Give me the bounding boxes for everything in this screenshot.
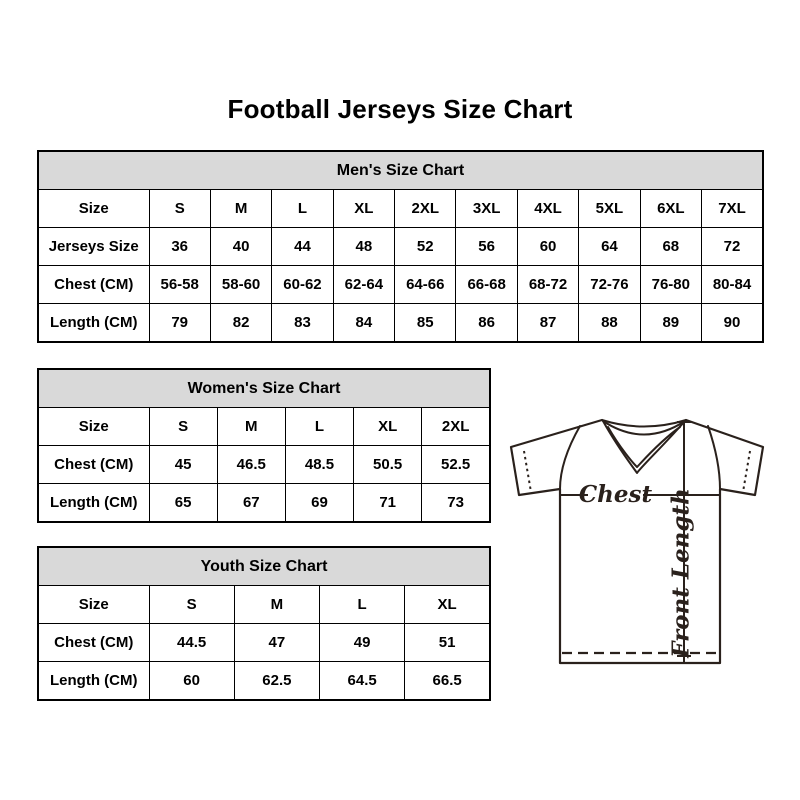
value-cell: 62-64 [333,266,394,304]
mens-size-chart-section [37,150,764,343]
value-cell: 47 [234,624,319,662]
value-cell: M [217,408,285,446]
row-label-cell: Chest (CM) [38,266,149,304]
value-cell: 65 [149,484,217,523]
value-cell: 82 [210,304,271,343]
value-cell: 58-60 [210,266,271,304]
table-row [38,586,490,624]
row-label-cell: Size [38,408,149,446]
value-cell: 66-68 [456,266,517,304]
value-cell: 2XL [395,190,456,228]
value-cell: 46.5 [217,446,285,484]
row-label-cell: Chest (CM) [38,624,149,662]
table-row [38,190,763,228]
womens-size-chart-section [37,368,491,523]
value-cell: 60 [517,228,578,266]
value-cell: 52 [395,228,456,266]
value-cell: 79 [149,304,210,343]
value-cell: 87 [517,304,578,343]
womens-size-table [37,368,491,523]
row-label-cell: Length (CM) [38,304,149,343]
youth-size-chart-section [37,546,491,701]
value-cell: M [234,586,319,624]
sleeve-stitch-right [743,451,750,492]
value-cell: 2XL [422,408,490,446]
row-label-cell: Length (CM) [38,662,149,701]
value-cell: 48.5 [285,446,353,484]
value-cell: 69 [285,484,353,523]
jersey-outline [511,420,763,663]
table-title-row [38,369,490,408]
table-row [38,266,763,304]
chest-label: Chest [578,481,653,508]
value-cell: 80-84 [702,266,763,304]
table-row [38,624,490,662]
value-cell: 44 [272,228,333,266]
armhole-seam-left [560,426,580,489]
value-cell: 44.5 [149,624,234,662]
table-title: Men's Size Chart [38,151,763,190]
value-cell: 72-76 [579,266,640,304]
front-length-label: Front Length [667,488,695,658]
value-cell: 85 [395,304,456,343]
value-cell: 68-72 [517,266,578,304]
value-cell: 5XL [579,190,640,228]
value-cell: 56 [456,228,517,266]
value-cell: 62.5 [234,662,319,701]
value-cell: 3XL [456,190,517,228]
value-cell: 90 [702,304,763,343]
mens-size-table [37,150,764,343]
table-row [38,446,490,484]
value-cell: S [149,586,234,624]
table-row [38,408,490,446]
value-cell: 52.5 [422,446,490,484]
value-cell: 84 [333,304,394,343]
value-cell: 64-66 [395,266,456,304]
value-cell: 50.5 [354,446,422,484]
row-label-cell: Length (CM) [38,484,149,523]
value-cell: 60-62 [272,266,333,304]
table-row [38,304,763,343]
value-cell: 4XL [517,190,578,228]
value-cell: 67 [217,484,285,523]
value-cell: 64 [579,228,640,266]
value-cell: XL [405,586,490,624]
value-cell: L [285,408,353,446]
value-cell: 6XL [640,190,701,228]
value-cell: XL [333,190,394,228]
table-row [38,484,490,523]
value-cell: L [272,190,333,228]
value-cell: 51 [405,624,490,662]
value-cell: 45 [149,446,217,484]
value-cell: 48 [333,228,394,266]
value-cell: 83 [272,304,333,343]
value-cell: M [210,190,271,228]
value-cell: S [149,190,210,228]
youth-size-table [37,546,491,701]
value-cell: 60 [149,662,234,701]
value-cell: 40 [210,228,271,266]
table-title: Women's Size Chart [38,369,490,408]
row-label-cell: Chest (CM) [38,446,149,484]
value-cell: 73 [422,484,490,523]
value-cell: 88 [579,304,640,343]
table-title-row [38,151,763,190]
sleeve-stitch-left [524,451,531,492]
table-title: Youth Size Chart [38,547,490,586]
value-cell: 36 [149,228,210,266]
value-cell: XL [354,408,422,446]
row-label-cell: Size [38,586,149,624]
armhole-seam-right [708,426,720,489]
value-cell: 66.5 [405,662,490,701]
value-cell: 71 [354,484,422,523]
table-title-row [38,547,490,586]
value-cell: 56-58 [149,266,210,304]
table-row [38,228,763,266]
value-cell: L [320,586,405,624]
value-cell: 89 [640,304,701,343]
value-cell: 7XL [702,190,763,228]
value-cell: 49 [320,624,405,662]
value-cell: S [149,408,217,446]
page-title: Football Jerseys Size Chart [227,94,573,124]
table-row [38,662,490,701]
row-label-cell: Size [38,190,149,228]
value-cell: 76-80 [640,266,701,304]
value-cell: 64.5 [320,662,405,701]
value-cell: 72 [702,228,763,266]
value-cell: 68 [640,228,701,266]
jersey-diagram [492,405,772,680]
row-label-cell: Jerseys Size [38,228,149,266]
value-cell: 86 [456,304,517,343]
collar-back-line [602,420,686,427]
